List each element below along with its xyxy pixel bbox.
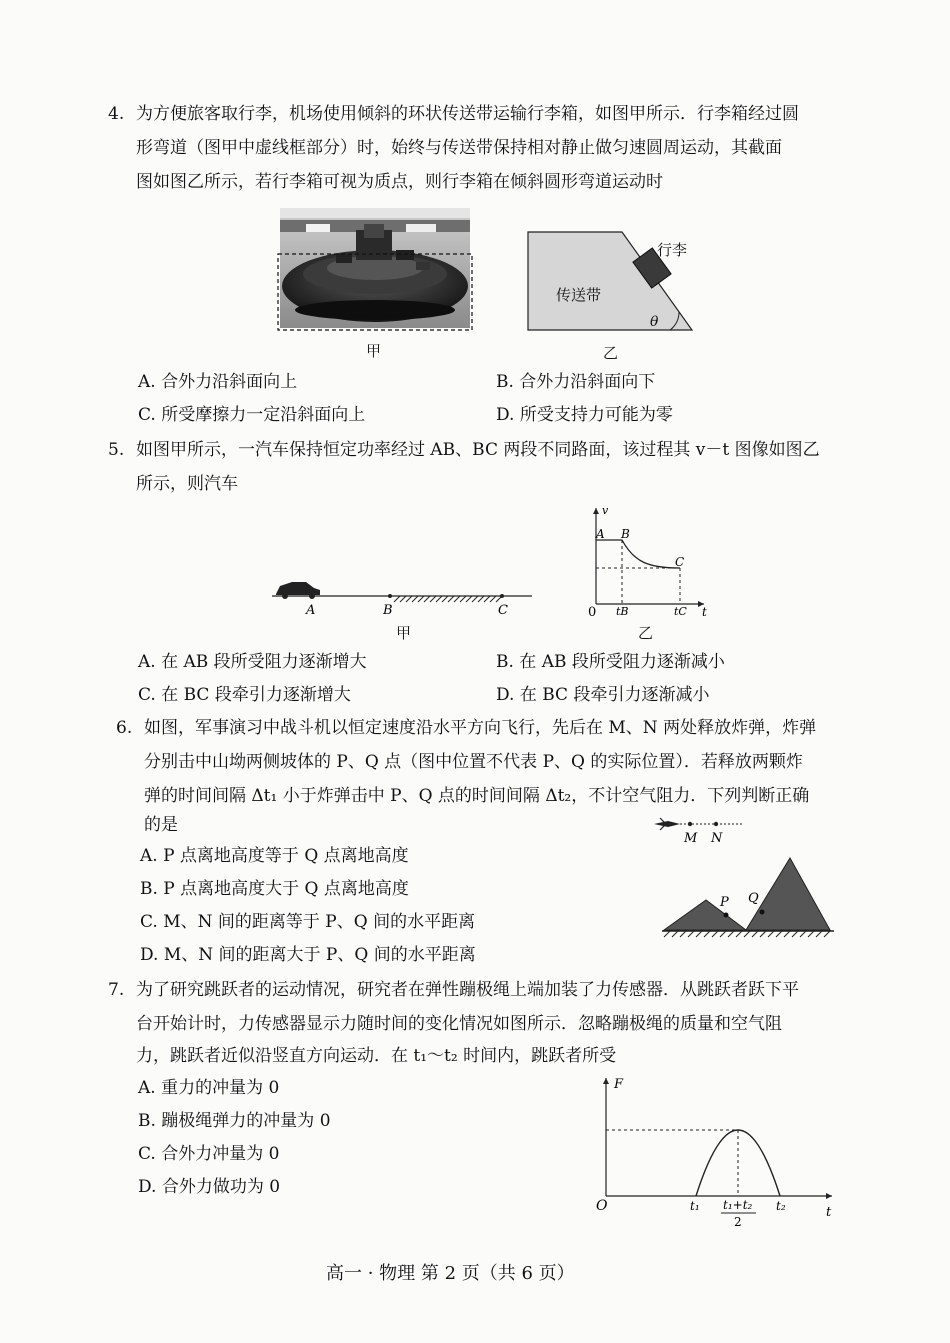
q7-option-a[interactable]: A. 重力的冲量为 0 [138,1078,280,1098]
tick-label-mid-denominator: 2 [734,1215,742,1229]
q4-figure-yi-incline [522,228,702,338]
q6-number: 6. [116,718,133,738]
q4-figure-jia-caption: 甲 [366,342,382,360]
q6-stem-line-2: 分别击中山坳两侧坡体的 P、Q 点（图中位置不代表 P、Q 的实际位置）．若释放两颗炸 [144,752,803,772]
axis-label-t: t [826,1205,832,1220]
label-m: M [684,831,698,846]
q4-stem-line-3: 图如图乙所示，若行李箱可视为质点，则行李箱在倾斜圆形弯道运动时 [136,172,663,192]
road-label-a: A [306,603,316,618]
point-label-b: B [621,527,630,541]
q5-figure-yi-vt-graph [584,500,714,618]
point-label-a: A [596,527,605,541]
label-n: N [711,831,723,846]
q6-option-b[interactable]: B. P 点离地高度大于 Q 点离地高度 [140,879,409,899]
q4-option-b[interactable]: B. 合外力沿斜面向下 [496,372,656,392]
q4-option-c[interactable]: C. 所受摩擦力一定沿斜面向上 [138,405,366,425]
left-hill [664,900,746,930]
origin-label: 0 [588,605,597,620]
q4-stem-line-2: 形弯道（图甲中虚线框部分）时，始终与传送带保持相对静止做匀速圆周运动，其截面 [136,138,782,158]
q4-stem-line-1: 为方便旅客取行李，机场使用倾斜的环状传送带运输行李箱，如图甲所示．行李箱经过圆 [136,104,799,124]
tick-label-t1: t₁ [690,1199,700,1213]
page-footer: 高一 · 物理 第 2 页（共 6 页） [326,1263,575,1284]
q7-option-b[interactable]: B. 蹦极绳弹力的冲量为 0 [138,1111,331,1131]
q7-stem-line-1: 为了研究跳跃者的运动情况，研究者在弹性蹦极绳上端加装了力传感器．从跳跃者跃下平 [136,980,799,1000]
q6-stem-line-4: 的是 [144,815,178,835]
q7-figure-ft-graph [590,1070,840,1230]
q4-number: 4. [108,104,125,124]
q7-option-d[interactable]: D. 合外力做功为 0 [138,1177,281,1197]
q4-figure-jia-photo [276,206,474,332]
q6-figure-plane-mountains [650,812,850,942]
point-label-c: C [675,555,685,569]
axis-label-t: t [702,605,707,619]
fighter-jet-icon [654,818,680,830]
label-theta: θ [650,314,659,330]
q6-option-d[interactable]: D. M、N 间的距离大于 P、Q 间的水平距离 [140,945,476,965]
q7-stem-line-3: 力，跳跃者近似沿竖直方向运动．在 t₁～t₂ 时间内，跳跃者所受 [136,1046,617,1066]
label-luggage: 行李 [657,241,688,259]
tick-label-tb: tB [616,605,629,618]
q5-figure-jia-caption: 甲 [396,624,412,642]
tick-label-mid-numerator: t₁+t₂ [723,1198,753,1212]
label-p: P [720,895,729,910]
q5-figure-yi-caption: 乙 [638,624,654,642]
q6-stem-line-3: 弹的时间间隔 Δt₁ 小于炸弹击中 P、Q 点的时间间隔 Δt₂，不计空气阻力．下列判断正确 [144,786,810,806]
q5-number: 5. [108,440,125,460]
q6-stem-line-1: 如图，军事演习中战斗机以恒定速度沿水平方向飞行，先后在 M、N 两处释放炸弹，炸弹 [144,718,817,738]
q7-stem-line-2: 台开始计时，力传感器显示力随时间的变化情况如图所示．忽略蹦极绳的质量和空气阻 [136,1014,782,1034]
road-label-c: C [498,603,508,618]
q6-option-a[interactable]: A. P 点离地高度等于 Q 点离地高度 [140,846,409,866]
q5-stem-line-2: 所示，则汽车 [136,474,238,494]
q4-option-d[interactable]: D. 所受支持力可能为零 [496,405,673,425]
q5-figure-jia-road [270,572,540,620]
q5-option-c[interactable]: C. 在 BC 段牵引力逐渐增大 [138,685,351,705]
origin-label: O [596,1198,608,1214]
tick-label-tc: tC [674,605,687,618]
axis-label-f: F [614,1077,624,1092]
road-label-b: B [383,603,393,618]
q5-stem-line-1: 如图甲所示，一汽车保持恒定功率经过 AB、BC 两段不同路面，该过程其 v－t 图像如图乙 [136,440,820,460]
q4-figure-yi-caption: 乙 [603,344,619,362]
q5-option-d[interactable]: D. 在 BC 段牵引力逐渐减小 [496,685,710,705]
q4-option-a[interactable]: A. 合外力沿斜面向上 [138,372,298,392]
q7-number: 7. [108,980,125,1000]
label-belt: 传送带 [556,286,602,304]
q5-option-a[interactable]: A. 在 AB 段所受阻力逐渐增大 [138,652,367,672]
q7-option-c[interactable]: C. 合外力冲量为 0 [138,1144,280,1164]
axis-label-v: v [602,504,609,517]
label-q: Q [748,891,759,906]
tick-label-t2: t₂ [776,1199,786,1213]
q5-option-b[interactable]: B. 在 AB 段所受阻力逐渐减小 [496,652,725,672]
q6-option-c[interactable]: C. M、N 间的距离等于 P、Q 间的水平距离 [140,912,476,932]
vt-curve [596,540,680,568]
